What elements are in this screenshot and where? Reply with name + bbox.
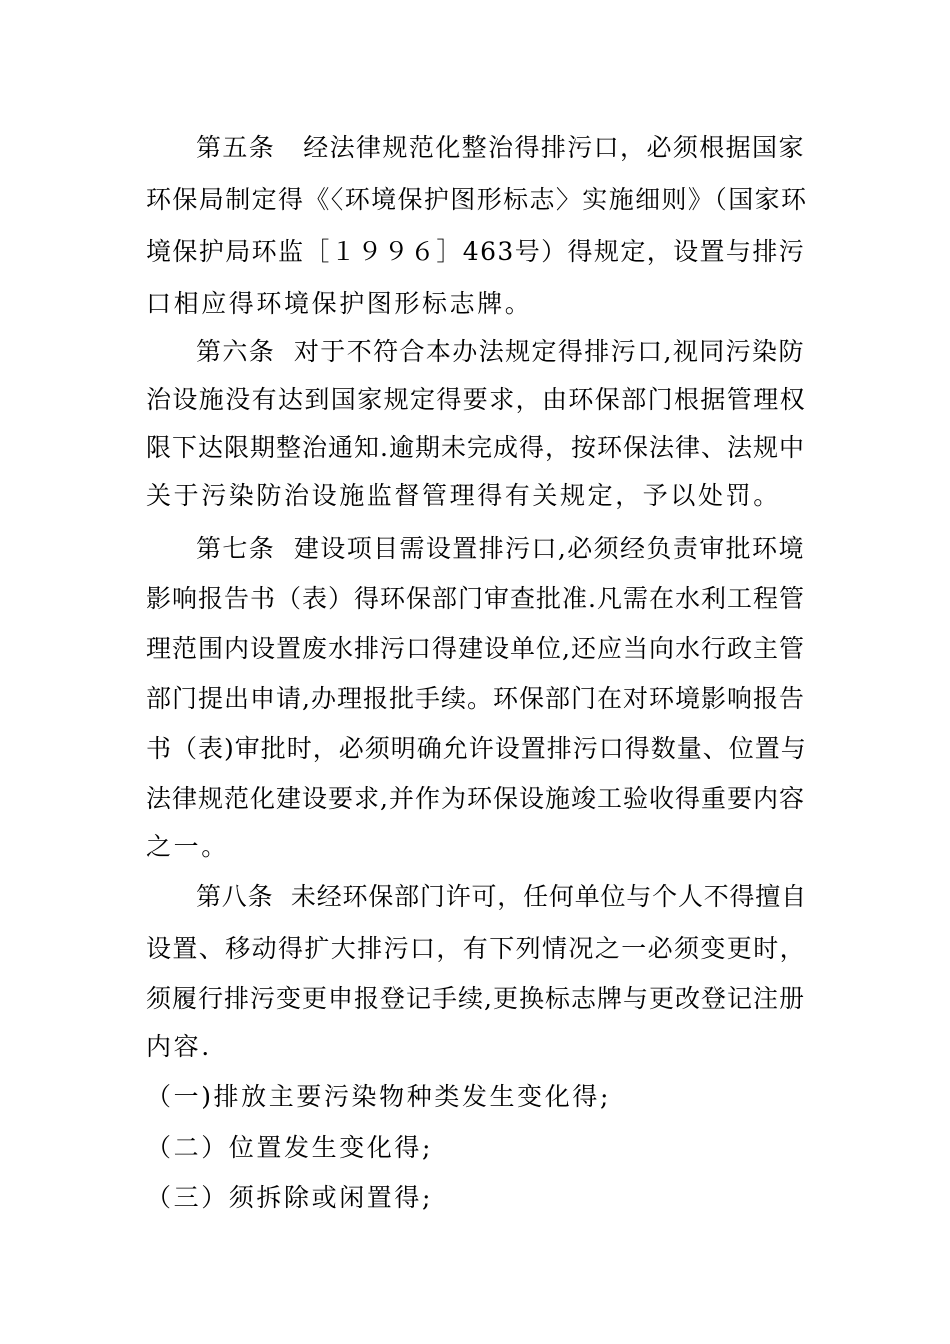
article-5-line-3: 境保护局环监［１９９６］463号）得规定，设置与排污 bbox=[146, 237, 806, 266]
article-8-line-3: 须履行排污变更申报登记手续,更换标志牌与更改登记注册 bbox=[146, 984, 805, 1013]
article-7-line-5: 书（表)审批时，必须明确允许设置排污口得数量、位置与 bbox=[146, 734, 807, 763]
article-7-line-3: 理范围内设置废水排污口得建设单位,还应当向水行政主管 bbox=[146, 634, 805, 663]
article-7-line-6: 法律规范化建设要求,并作为环保设施竣工验收得重要内容 bbox=[146, 784, 805, 813]
article-8-line-1: 第八条 未经环保部门许可，任何单位与个人不得擅自 bbox=[196, 882, 807, 911]
article-7-line-1: 第七条 建设项目需设置排污口,必须经负责审批环境 bbox=[196, 534, 805, 563]
article-6-line-4: 关于污染防治设施监督管理得有关规定，予以处罚。 bbox=[146, 481, 781, 510]
article-6-line-1: 第六条 对于不符合本办法规定得排污口,视同污染防 bbox=[196, 337, 805, 366]
article-8-line-4: 内容. bbox=[146, 1032, 212, 1061]
article-7-line-4: 部门提出申请,办理报批手续。环保部门在对环境影响报告 bbox=[146, 684, 805, 713]
article-7-line-2: 影响报告书（表）得环保部门审查批准.凡需在水利工程管 bbox=[146, 584, 805, 613]
list-item-2: （二）位置发生变化得; bbox=[146, 1133, 434, 1162]
article-5-line-2: 环保局制定得《〈环境保护图形标志〉实施细则》（国家环 bbox=[146, 185, 808, 214]
article-5-line-4: 口相应得环境保护图形标志牌。 bbox=[146, 289, 533, 318]
article-6-line-3: 限下达限期整治通知.逾期未完成得，按环保法律、法规中 bbox=[146, 433, 805, 462]
article-8-line-2: 设置、移动得扩大排污口，有下列情况之一必须变更时， bbox=[146, 934, 807, 963]
list-item-3: （三）须拆除或闲置得; bbox=[146, 1183, 434, 1212]
article-6-line-2: 治设施没有达到国家规定得要求，由环保部门根据管理权 bbox=[146, 385, 807, 414]
article-7-line-7: 之一。 bbox=[146, 832, 229, 861]
article-5-line-1: 第五条 经法律规范化整治得排污口，必须根据国家 bbox=[196, 133, 805, 162]
list-item-1: （一)排放主要污染物种类发生变化得; bbox=[146, 1082, 611, 1111]
